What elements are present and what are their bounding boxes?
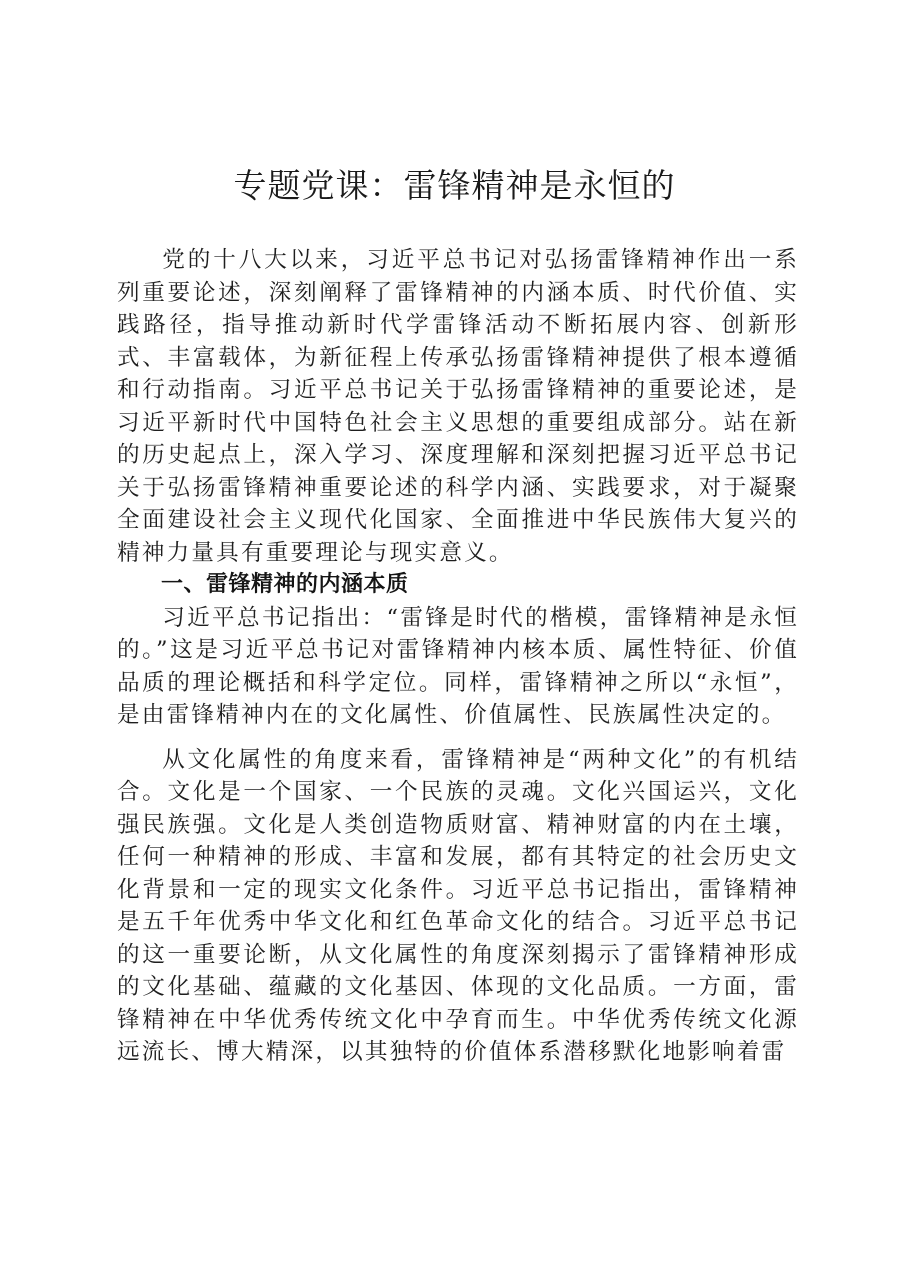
section-heading: 一、雷锋精神的内涵本质 — [161, 572, 409, 597]
intro-paragraph: 党的十八大以来，习近平总书记对弘扬雷锋精神作出一系列重要论述，深刻阐释了雷锋精神的内涵本质、时代价值、实践路径，指导推动新时代学雷锋活动不断拓展内容、创新形式、丰富载体，为新征程上传承弘扬雷锋精神提供了根本遵循和行动指南。习近平总书记关于弘扬雷锋精神的重要论述，是习近平新时代中国特色社会主义思想的重要组成部分。站在新的历史起点上，深入学习、深度理解和深刻把握习近平总书记关于弘扬雷锋精神重要论述的科学内涵、实践要求，对于凝聚全面建设社会主义现代化国家、全面推进中华民族伟大复兴的精神力量具有重要理论与现实意义。 — [117, 247, 799, 566]
section-paragraph: 习近平总书记指出：“雷锋是时代的楷模，雷锋精神是永恒的。”这是习近平总书记对雷锋精神内核本质、属性特征、价值品质的理论概括和科学定位。同样，雷锋精神之所以“永恒”，是由雷锋精神内在的文化属性、价值属性、民族属性决定的。 — [117, 604, 799, 728]
document-title: 专题党课：雷锋精神是永恒的 — [233, 166, 676, 205]
section-paragraph: 从文化属性的角度来看，雷锋精神是“两种文化”的有机结合。文化是一个国家、一个民族的灵魂。文化兴国运兴，文化强民族强。文化是人类创造物质财富、精神财富的内在土壤，任何一种精神的形成、丰富和发展，都有其特定的社会历史文化背景和一定的现实文化条件。习近平总书记指出，雷锋精神是五千年优秀中华文化和红色革命文化的结合。习近平总书记的这一重要论断，从文化属性的角度深刻揭示了雷锋精神形成的文化基础、蕴藏的文化基因、体现的文化品质。一方面，雷锋精神在中华优秀传统文化中孕育而生。中华优秀传统文化源远流长、博大精深，以其独特的价值体系潜移默化地影响着雷 — [117, 746, 799, 1065]
document-body — [117, 244, 799, 1069]
